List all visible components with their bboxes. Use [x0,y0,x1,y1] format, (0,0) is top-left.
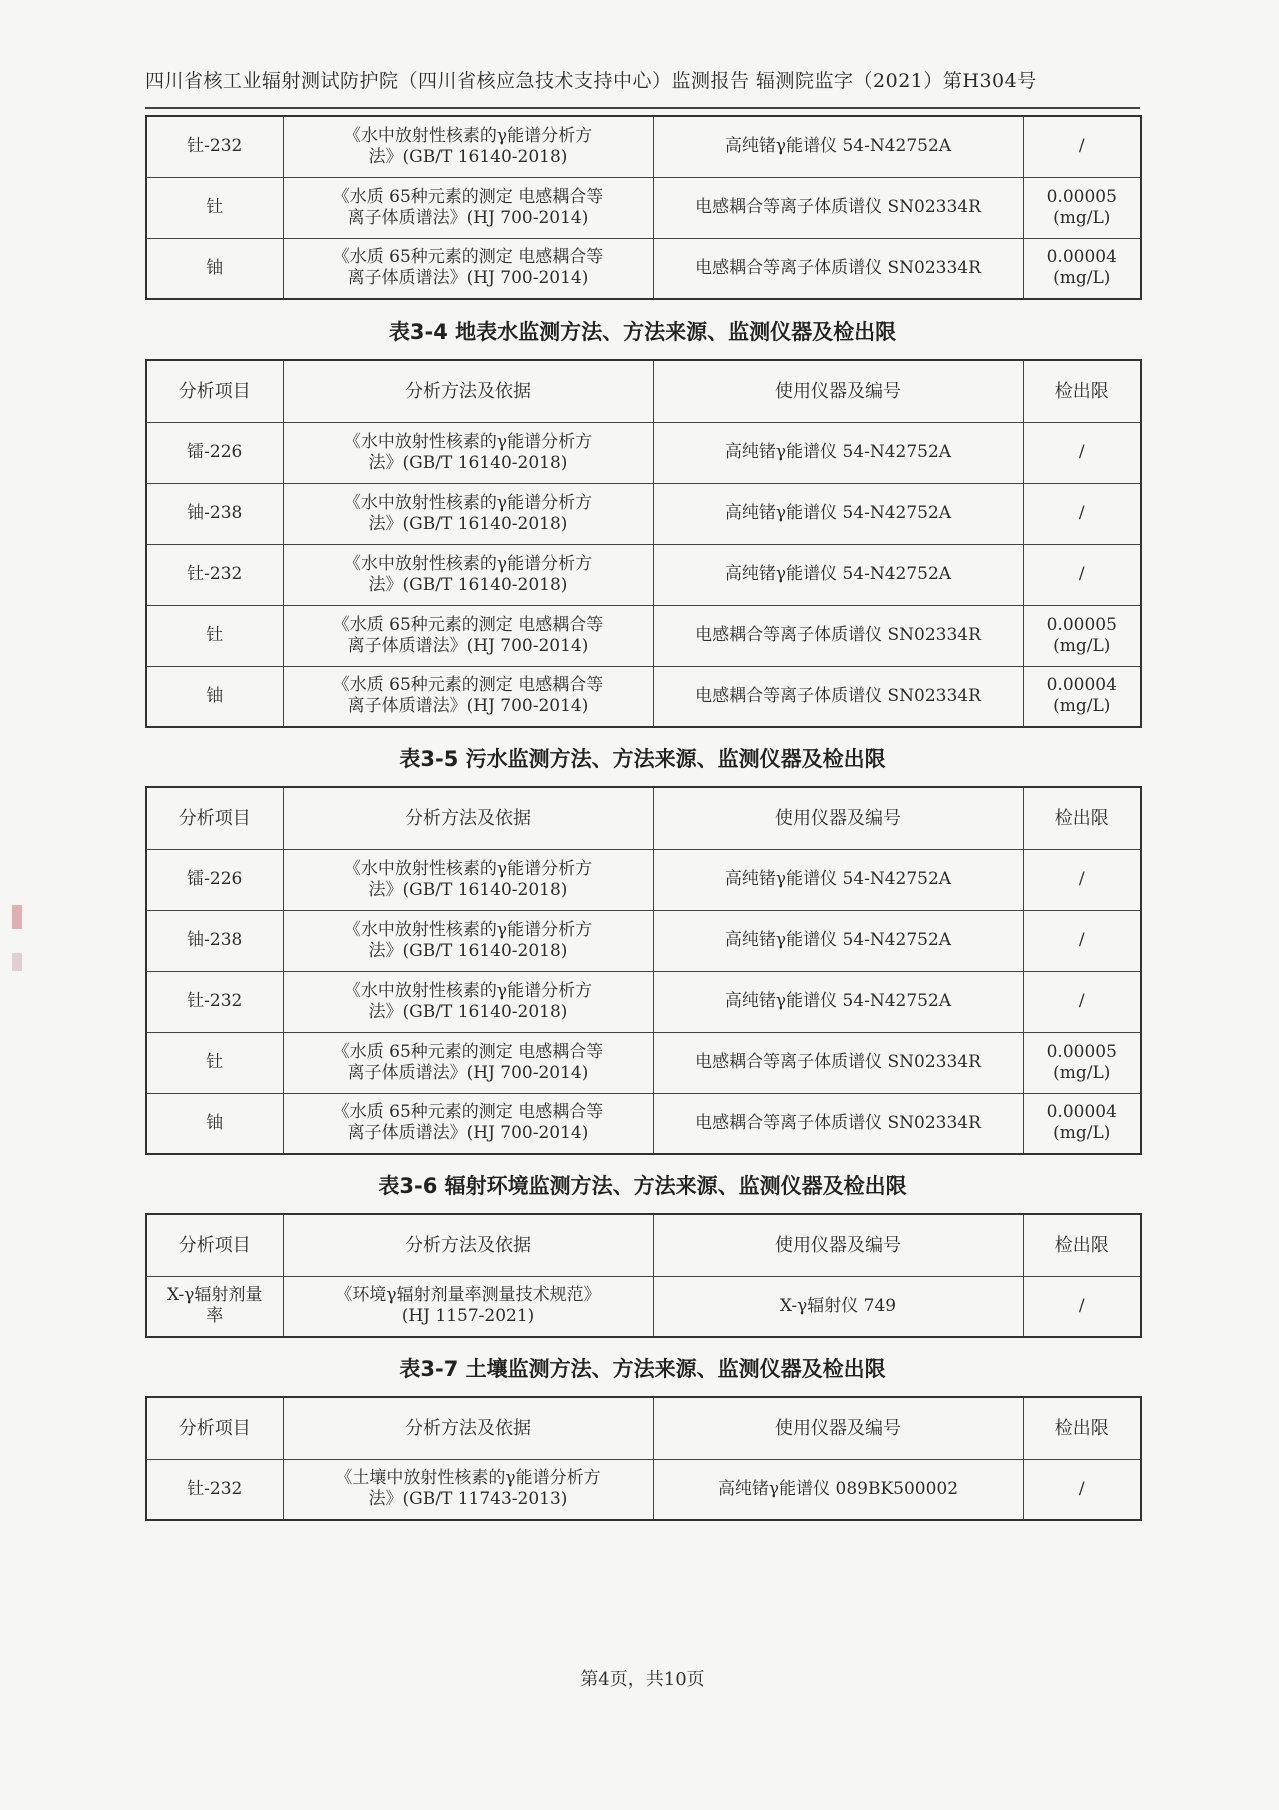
cell-method [283,1032,653,1093]
cell-text: 0.00004 (mg/L) [1046,1102,1117,1144]
cell-text: 钍 [206,1052,224,1072]
cell-instrument [653,483,1023,544]
cell-text: 《环境γ辐射剂量率测量技术规范》 (HJ 1157-2021) [335,1285,601,1327]
cell-instrument [653,971,1023,1032]
cell-text: 钍-232 [187,136,243,157]
cell-instrument [653,666,1023,727]
table-3-6-caption: 表3-6 辐射环境监测方法、方法来源、监测仪器及检出限 [378,1174,907,1198]
cell-method [283,849,653,910]
cell-text: / [1078,1478,1085,1499]
cell-text: / [1078,869,1085,889]
column-header-instrument: 使用仪器及编号 [653,787,1023,849]
column-header-item: 分析项目 [146,787,283,849]
cell-text: 铀-238 [187,503,243,523]
cell-text: 《水中放射性核素的γ能谱分析方 法》(GB/T 16140-2018) [343,980,593,1022]
cell-limit [1023,1459,1141,1520]
cell-text: 钍 [206,625,224,645]
cell-limit [1023,605,1141,666]
column-header-limit: 检出限 [1023,787,1141,849]
column-header-method: 分析方法及依据 [283,360,653,422]
cell-text: 高纯锗γ能谱仪 54-N42752A [724,869,952,889]
table-row [146,849,1141,910]
cell-item [146,177,283,238]
cell-limit [1023,483,1141,544]
page-number: 第4页，共10页 [580,1669,705,1690]
column-header-method: 分析方法及依据 [283,787,653,849]
cell-text: 高纯锗γ能谱仪 089BK500002 [717,1478,959,1499]
column-header-instrument: 使用仪器及编号 [653,360,1023,422]
cell-text: 《水质 65种元素的测定 电感耦合等 离子体质谱法》(HJ 700-2014) [332,675,604,717]
cell-method [283,422,653,483]
cell-method [283,116,653,177]
cell-method [283,1093,653,1154]
cell-text: 镭-226 [187,442,243,462]
cell-instrument [653,1459,1023,1520]
cell-item [146,544,283,605]
cell-limit [1023,1093,1141,1154]
cell-limit [1023,849,1141,910]
cell-method [283,910,653,971]
cell-item [146,849,283,910]
cell-limit [1023,422,1141,483]
table-row [146,1276,1141,1337]
cell-text: X-γ辐射仪 749 [779,1295,897,1316]
cell-text: 钍-232 [187,1478,243,1499]
cell-instrument [653,605,1023,666]
cell-text: / [1078,503,1085,523]
cell-instrument [653,238,1023,299]
cell-text: 电感耦合等离子体质谱仪 SN02334R [695,257,981,278]
cell-method [283,1276,653,1337]
cell-text: 电感耦合等离子体质谱仪 SN02334R [695,197,981,217]
cell-limit [1023,238,1141,299]
cell-instrument [653,910,1023,971]
cell-text: / [1078,1295,1085,1316]
column-header-limit: 检出限 [1023,1397,1141,1459]
cell-limit [1023,177,1141,238]
cell-text: 高纯锗γ能谱仪 54-N42752A [724,442,952,462]
cell-method [283,544,653,605]
cell-text: 《水中放射性核素的γ能谱分析方 法》(GB/T 16140-2018) [343,553,593,595]
cell-item [146,238,283,299]
cell-text: 电感耦合等离子体质谱仪 SN02334R [695,625,981,645]
cell-instrument [653,116,1023,177]
cell-text: 《水质 65种元素的测定 电感耦合等 离子体质谱法》(HJ 700-2014) [332,1041,604,1083]
table-row [146,1459,1141,1520]
cell-text: 高纯锗γ能谱仪 54-N42752A [724,136,952,157]
report-header: 四川省核工业辐射测试防护院（四川省核应急技术支持中心）监测报告 辐测院监字（2021）第H304号 [145,66,1140,109]
table-row [146,177,1141,238]
table-header-row [146,1214,1141,1276]
cell-method [283,971,653,1032]
cell-text: 《水中放射性核素的γ能谱分析方 法》(GB/T 16140-2018) [343,919,593,961]
cell-method [283,605,653,666]
table-row [146,666,1141,727]
column-header-item: 分析项目 [146,360,283,422]
table-row [146,910,1141,971]
cell-text: 电感耦合等离子体质谱仪 SN02334R [695,685,981,706]
table-3-7-caption: 表3-7 土壤监测方法、方法来源、监测仪器及检出限 [399,1357,886,1381]
cell-instrument [653,1032,1023,1093]
cell-limit [1023,666,1141,727]
column-header-instrument: 使用仪器及编号 [653,1397,1023,1459]
table-row [146,971,1141,1032]
cell-text: 《水中放射性核素的γ能谱分析方 法》(GB/T 16140-2018) [343,858,593,900]
cell-text: / [1078,930,1085,950]
cell-text: 高纯锗γ能谱仪 54-N42752A [724,564,952,584]
table-3-5-caption: 表3-5 污水监测方法、方法来源、监测仪器及检出限 [399,747,886,771]
table-3-5 [145,786,1142,1155]
cell-item [146,483,283,544]
cell-text: 《水质 65种元素的测定 电感耦合等 离子体质谱法》(HJ 700-2014) [332,247,604,289]
table-row [146,544,1141,605]
column-header-limit: 检出限 [1023,360,1141,422]
cell-text: 《水质 65种元素的测定 电感耦合等 离子体质谱法》(HJ 700-2014) [332,1102,604,1144]
cell-text: 高纯锗γ能谱仪 54-N42752A [724,991,952,1011]
cell-text: X-γ辐射剂量 率 [167,1285,263,1327]
cell-text: / [1078,442,1085,462]
column-header-method: 分析方法及依据 [283,1214,653,1276]
cell-text: 0.00005 (mg/L) [1046,614,1117,656]
cell-text: 铀 [206,685,224,706]
cell-text: 《水中放射性核素的γ能谱分析方 法》(GB/T 16140-2018) [343,125,593,167]
cell-instrument [653,1276,1023,1337]
cell-limit [1023,1276,1141,1337]
cell-item [146,422,283,483]
cell-item [146,1032,283,1093]
table-3-4 [145,359,1142,728]
table-header-row [146,1397,1141,1459]
cell-item [146,666,283,727]
cell-item [146,1093,283,1154]
cell-limit [1023,116,1141,177]
cell-text: / [1078,136,1085,157]
table-3-4-caption: 表3-4 地表水监测方法、方法来源、监测仪器及检出限 [388,320,897,344]
cell-item [146,605,283,666]
cell-text: 0.00005 (mg/L) [1046,1041,1117,1083]
cell-text: 0.00004 (mg/L) [1046,675,1117,717]
cell-instrument [653,177,1023,238]
cell-instrument [653,849,1023,910]
cell-text: 0.00004 (mg/L) [1046,247,1117,289]
cell-method [283,666,653,727]
cell-text: 《土壤中放射性核素的γ能谱分析方 法》(GB/T 11743-2013) [335,1468,601,1510]
cell-limit [1023,910,1141,971]
table-row [146,116,1141,177]
cell-method [283,483,653,544]
cell-instrument [653,1093,1023,1154]
column-header-instrument: 使用仪器及编号 [653,1214,1023,1276]
table-3-6 [145,1213,1142,1338]
cell-item [146,1459,283,1520]
column-header-item: 分析项目 [146,1397,283,1459]
cell-limit [1023,1032,1141,1093]
cell-limit [1023,971,1141,1032]
cell-text: 0.00005 (mg/L) [1046,186,1117,228]
cell-text: 钍 [206,197,224,217]
cell-text: 钍-232 [187,564,243,584]
cell-text: 电感耦合等离子体质谱仪 SN02334R [695,1052,981,1072]
cell-text: 高纯锗γ能谱仪 54-N42752A [724,503,952,523]
column-header-limit: 检出限 [1023,1214,1141,1276]
cell-text: 铀-238 [187,930,243,950]
cell-method [283,238,653,299]
table-row [146,422,1141,483]
cell-text: 《水质 65种元素的测定 电感耦合等 离子体质谱法》(HJ 700-2014) [332,614,604,656]
cell-item [146,1276,283,1337]
cell-text: 《水质 65种元素的测定 电感耦合等 离子体质谱法》(HJ 700-2014) [332,186,604,228]
cell-instrument [653,544,1023,605]
table-row [146,1032,1141,1093]
table-row [146,238,1141,299]
cell-instrument [653,422,1023,483]
table-header-row [146,787,1141,849]
cell-item [146,971,283,1032]
cell-text: 钍-232 [187,991,243,1011]
cell-method [283,1459,653,1520]
cell-method [283,177,653,238]
cell-item [146,910,283,971]
cell-text: 《水中放射性核素的γ能谱分析方 法》(GB/T 16140-2018) [343,431,593,473]
cell-text: 高纯锗γ能谱仪 54-N42752A [724,930,952,950]
table-3-3-continued [145,115,1142,300]
table-row [146,1093,1141,1154]
scan-edge-mark [12,905,22,1025]
table-row [146,483,1141,544]
column-header-item: 分析项目 [146,1214,283,1276]
cell-text: 电感耦合等离子体质谱仪 SN02334R [695,1112,981,1133]
cell-text: 镭-226 [187,869,243,889]
column-header-method: 分析方法及依据 [283,1397,653,1459]
table-3-7 [145,1396,1142,1521]
cell-text: 铀 [206,1112,224,1133]
cell-text: 《水中放射性核素的γ能谱分析方 法》(GB/T 16140-2018) [343,492,593,534]
cell-text: 铀 [206,257,224,278]
cell-item [146,116,283,177]
table-header-row [146,360,1141,422]
cell-limit [1023,544,1141,605]
cell-text: / [1078,564,1085,584]
cell-text: / [1078,991,1085,1011]
table-row [146,605,1141,666]
